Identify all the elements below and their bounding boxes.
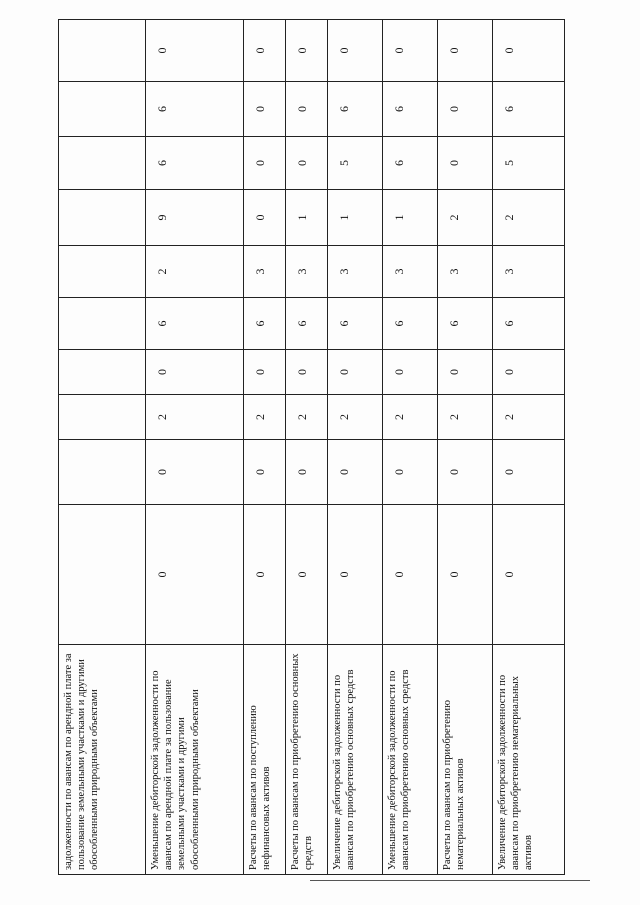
- value-cell: 6: [438, 298, 493, 350]
- value-cell: 0: [328, 20, 383, 82]
- value-cell: 0: [383, 505, 438, 645]
- value-cell: 0: [244, 350, 286, 395]
- value-cell: 0: [438, 350, 493, 395]
- value-cell: 6: [383, 82, 438, 137]
- value-cell: 0: [383, 20, 438, 82]
- value-cell: 0: [286, 137, 328, 190]
- budget-classification-table: [58, 19, 565, 875]
- table-row: [59, 20, 146, 875]
- row-name-cell: Увеличение дебиторской задолженности по авансам по приобретению нематериальных активов: [493, 645, 565, 875]
- value-cell: [59, 350, 146, 395]
- value-cell: 2: [244, 395, 286, 440]
- value-cell: 0: [244, 137, 286, 190]
- value-cell: 0: [493, 505, 565, 645]
- value-cell: 3: [328, 246, 383, 298]
- value-cell: 6: [383, 298, 438, 350]
- value-cell: 2: [146, 246, 244, 298]
- value-cell: 0: [328, 440, 383, 505]
- table-row: [383, 20, 438, 875]
- value-cell: 0: [438, 137, 493, 190]
- value-cell: 0: [146, 20, 244, 82]
- value-cell: 0: [146, 505, 244, 645]
- value-cell: [59, 190, 146, 246]
- value-cell: 2: [493, 395, 565, 440]
- value-cell: 0: [438, 440, 493, 505]
- value-cell: 0: [383, 350, 438, 395]
- value-cell: [59, 505, 146, 645]
- value-cell: 0: [438, 20, 493, 82]
- table-row: [493, 20, 565, 875]
- value-cell: 2: [146, 395, 244, 440]
- row-name-cell: Расчеты по авансам по приобретению основных средств: [286, 645, 328, 875]
- value-cell: 6: [328, 82, 383, 137]
- value-cell: 0: [438, 82, 493, 137]
- rotated-table-container: [58, 47, 564, 875]
- value-cell: 3: [383, 246, 438, 298]
- value-cell: 0: [244, 190, 286, 246]
- value-cell: 0: [328, 505, 383, 645]
- value-cell: [59, 298, 146, 350]
- value-cell: 0: [146, 440, 244, 505]
- row-name-cell: задолженности по авансам по арендной плате за пользование земельными участками и другими обособленными природными объектами: [59, 645, 146, 875]
- value-cell: 0: [383, 440, 438, 505]
- value-cell: 0: [286, 505, 328, 645]
- value-cell: 0: [286, 440, 328, 505]
- value-cell: 0: [438, 505, 493, 645]
- value-cell: [59, 137, 146, 190]
- value-cell: [59, 246, 146, 298]
- value-cell: [59, 82, 146, 137]
- value-cell: 2: [383, 395, 438, 440]
- value-cell: 3: [438, 246, 493, 298]
- value-cell: 6: [383, 137, 438, 190]
- value-cell: 3: [493, 246, 565, 298]
- value-cell: 6: [146, 298, 244, 350]
- value-cell: [59, 395, 146, 440]
- value-cell: 3: [286, 246, 328, 298]
- table-row: [146, 20, 244, 875]
- value-cell: 3: [244, 246, 286, 298]
- value-cell: 0: [493, 350, 565, 395]
- value-cell: 2: [328, 395, 383, 440]
- table-row: [438, 20, 493, 875]
- value-cell: 6: [286, 298, 328, 350]
- value-cell: 2: [438, 190, 493, 246]
- row-name-cell: Уменьшение дебиторской задолженности по авансам по приобретению основных средств: [383, 645, 438, 875]
- value-cell: 0: [244, 505, 286, 645]
- value-cell: [59, 440, 146, 505]
- value-cell: 0: [286, 20, 328, 82]
- row-name-cell: Расчеты по авансам по приобретению нематериальных активов: [438, 645, 493, 875]
- value-cell: 5: [328, 137, 383, 190]
- value-cell: 1: [286, 190, 328, 246]
- row-name-cell: Уменьшение дебиторской задолженности по авансам по арендной плате за пользование земельными участками и другими обособленными природными объектами: [146, 645, 244, 875]
- row-name-cell: Увеличение дебиторской задолженности по авансам по приобретению основных средств: [328, 645, 383, 875]
- value-cell: 1: [383, 190, 438, 246]
- page-bottom-rule: [310, 880, 590, 881]
- value-cell: 2: [286, 395, 328, 440]
- value-cell: 0: [244, 440, 286, 505]
- value-cell: 0: [493, 440, 565, 505]
- value-cell: 0: [146, 350, 244, 395]
- value-cell: 2: [438, 395, 493, 440]
- row-name-cell: Расчеты по авансам по поступлению нефинансовых активов: [244, 645, 286, 875]
- value-cell: [59, 20, 146, 82]
- value-cell: 0: [328, 350, 383, 395]
- value-cell: 0: [244, 20, 286, 82]
- value-cell: 0: [244, 82, 286, 137]
- value-cell: 2: [493, 190, 565, 246]
- value-cell: 5: [493, 137, 565, 190]
- value-cell: 6: [493, 298, 565, 350]
- value-cell: 0: [286, 82, 328, 137]
- value-cell: 6: [328, 298, 383, 350]
- value-cell: 0: [286, 350, 328, 395]
- value-cell: 6: [146, 137, 244, 190]
- value-cell: 6: [146, 82, 244, 137]
- table-row: [286, 20, 328, 875]
- value-cell: 0: [493, 20, 565, 82]
- value-cell: 6: [493, 82, 565, 137]
- table-row: [328, 20, 383, 875]
- table-row: [244, 20, 286, 875]
- value-cell: 6: [244, 298, 286, 350]
- value-cell: 1: [328, 190, 383, 246]
- value-cell: 9: [146, 190, 244, 246]
